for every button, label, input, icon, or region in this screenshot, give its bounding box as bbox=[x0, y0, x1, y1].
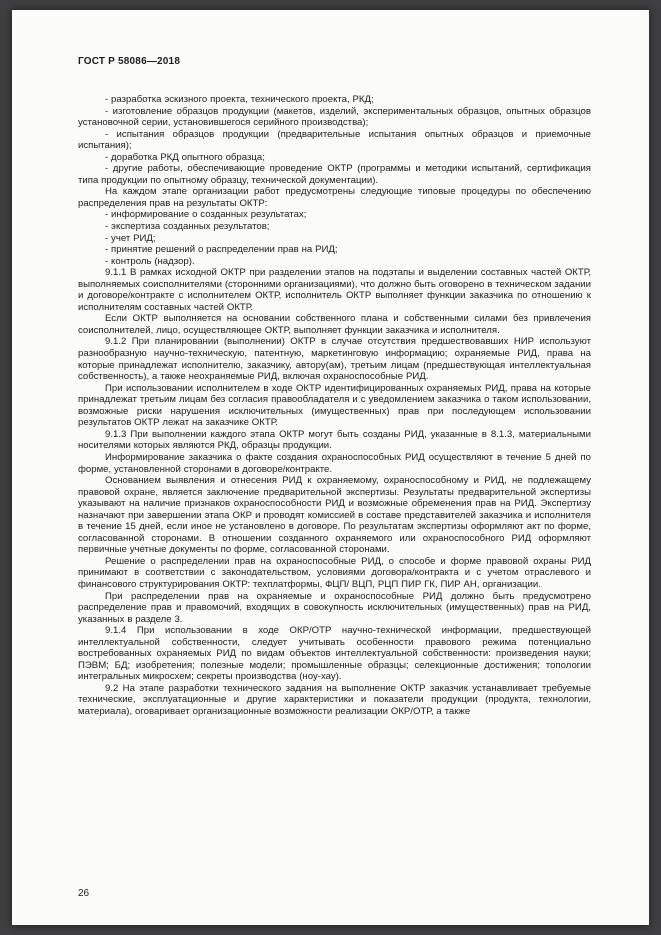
document-body bbox=[78, 94, 591, 718]
list-item: - разработка эскизного проекта, технического проекта, РКД; bbox=[105, 94, 374, 105]
list-item: - информирование о созданных результатах; bbox=[105, 209, 307, 221]
list-item: - экспертиза созданных результатов; bbox=[105, 221, 270, 233]
list-item: - учет РИД; bbox=[105, 232, 156, 244]
paragraph: Решение о распределении прав на охраноспособные РИД, о способе и форме правовой охраны РИД принимают в соответствии с законодательством, условиями договора/контракта и с учетом отраслевого и финансового структурирования ОКТР: техплатформы, ФЦП/ ВЦП, РЦП ПИР ГК, ПИР АН, организации. bbox=[78, 555, 591, 590]
document-page bbox=[12, 10, 649, 925]
page-number: 26 bbox=[78, 888, 90, 899]
clause-paragraph: 9.1.1 В рамках исходной ОКТР при разделении этапов на подэтапы и выделении составных частей ОКТР, выполняемых соисполнителями (сторонними организациями), что должно быть оговорено в техническом задании и договоре/контракте с исполнителем ОКТР, исполнитель ОКТР выполняет функции заказчика по отношению к исполнителям составных частей ОКТР. bbox=[78, 267, 591, 313]
paragraph: При распределении прав на охраняемые и охраноспособные РИД должно быть предусмотрено распределение прав и правомочий, входящих в совокупность исключительных (имущественных) прав на РИД, указанных в разделе 3. bbox=[78, 590, 591, 625]
clause-paragraph: 9.1.4 При использовании в ходе ОКР/ОТР научно-технической информации, предшествующей интеллектуальной собственности, следует учитывать особенности правового режима потенциально востребованных охраняемых РИД по видам объектов интеллектуальной собственности: произведения науки; ПЭВМ; БД; изобретения; полезные модели; промышленные образцы; селекционные достижения; топологии интегральных микросхем; секреты производства (ноу-хау). bbox=[78, 625, 591, 683]
clause-paragraph: 9.2 На этапе разработки технического задания на выполнение ОКТР заказчик устанавливает требуемые технические, эксплуатационные и другие характеристики и показатели продукции (продукта, технологии, материала), оговаривает организационные возможности реализации ОКР/ОТР, а также bbox=[78, 682, 591, 717]
paragraph: На каждом этапе организации работ предусмотрены следующие типовые процедуры по обеспечению распределения прав на результаты ОКТР: bbox=[78, 186, 591, 209]
clause-paragraph: 9.1.2 При планировании (выполнении) ОКТР в случае отсутствия предшествовавших НИР используют разнообразную научно-техническую, патентную, маркетинговую информацию; охраняемые РИД, права на которые принадлежат исполнителю, заказчику, автору(ам), третьим лицам (предшествующая интеллектуальная собственность), а также неохраняемые РИД, включая охраноспособные РИД. bbox=[78, 336, 591, 383]
paragraph: Основанием выявления и отнесения РИД к охраняемому, охраноспособному и РИД, не подлежащему правовой охране, является заключение предварительной экспертизы. Результаты предварительной экспертизы указывают на наличие признаков охраноспособности РИД и возможные обременения прав на РИД. Экспертизу назначают при завершении этапа ОКР и проводят комиссией в составе представителей заказчика и исполнителя в течение 15 дней, если иное не установлено в договоре. По результатам экспертизы оформляют акт по форме, согласованной сторонами. В отношении созданного охраняемого или охраноспособного РИД оформляют первичные учетные документы по форме, согласованной сторонами. bbox=[78, 475, 591, 556]
clause-paragraph: 9.1.3 При выполнении каждого этапа ОКТР могут быть созданы РИД, указанные в 8.1.3, материальными носителями которых являются РКД, образцы продукции. bbox=[78, 428, 591, 452]
paragraph: Если ОКТР выполняется на основании собственного плана и собственными силами без привлечения соисполнителей, лицо, осуществляющее ОКТР, выполняет функции заказчика и исполнителя. bbox=[78, 313, 591, 336]
paragraph: Информирование заказчика о факте создания охраноспособных РИД осуществляют в течение 5 дней по форме, установленной сторонами в договоре/контракте. bbox=[78, 451, 591, 475]
list-item: - принятие решений о распределении прав на РИД; bbox=[105, 244, 338, 256]
paragraph: При использовании исполнителем в ходе ОКТР идентифицированных охраняемых РИД, права на которые принадлежат третьим лицам без согласия правообладателя и с уведомлением заказчика о таком использовании, возможные риски нарушения исключительных (имущественных) прав при последующем использовании результатов ОКТР лежат на заказчике ОКТР. bbox=[78, 382, 591, 429]
list-item: - контроль (надзор). bbox=[105, 255, 195, 267]
list-item: - изготовление образцов продукции (макетов, изделий, экспериментальных образцов, опытных образцов установочной серии, установившегося серийного производства); bbox=[78, 105, 591, 129]
list-item: - доработка РКД опытного образца; bbox=[105, 151, 265, 163]
document-header: ГОСТ Р 58086—2018 bbox=[78, 56, 181, 67]
list-item: - другие работы, обеспечивающие проведение ОКТР (программы и методики испытаний, сертификация типа продукции по опытному образцу, технической документации). bbox=[78, 163, 591, 186]
list-item: - испытания образцов продукции (предварительные испытания опытных образцов и приемочные испытания); bbox=[78, 128, 591, 152]
